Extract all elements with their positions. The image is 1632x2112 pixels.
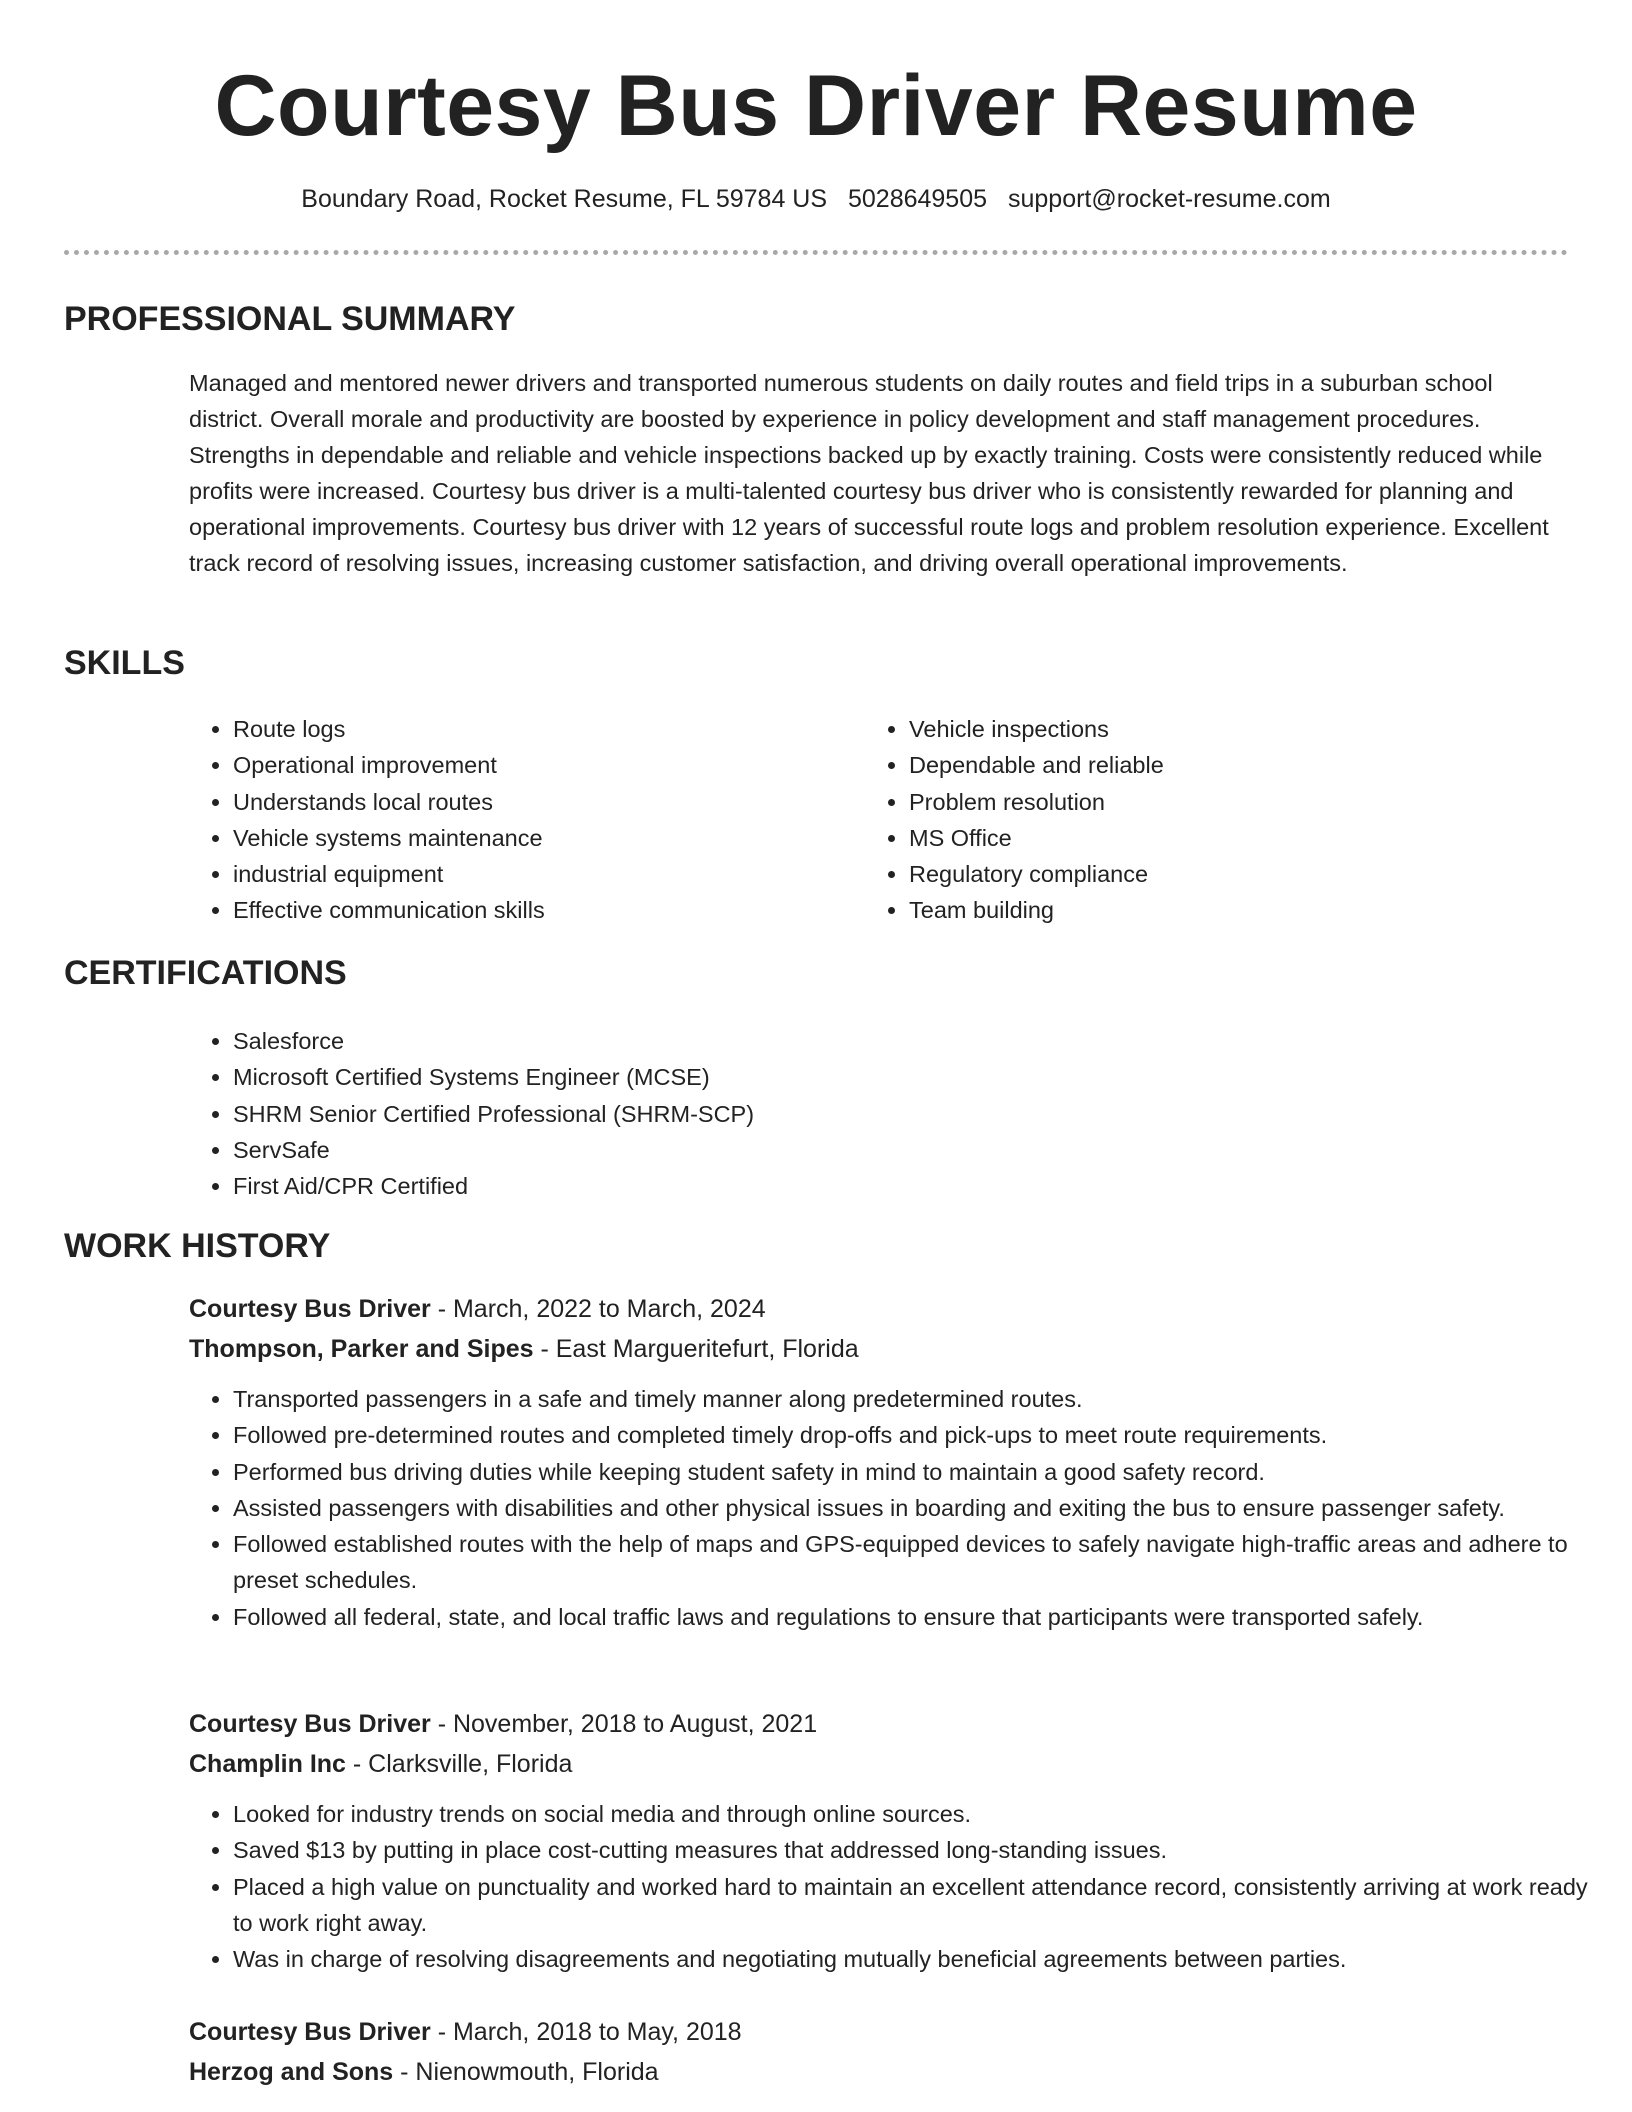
- job-company: Herzog and Sons: [189, 2058, 394, 2086]
- job-bullet: • Looked for industry trends on social media and through online sources.: [233, 1796, 1603, 1832]
- skills-column-left: [189, 711, 545, 929]
- job-bullet: • Assisted passengers with disabilities and other physical issues in boarding and exiting the bus to ensure passenger safety.: [233, 1490, 1603, 1526]
- job-title-line: [189, 2012, 1569, 2052]
- job-entry: [189, 1704, 1588, 1977]
- job-bullets: [189, 1796, 1603, 1977]
- contact-email: support@rocket-resume.com: [1007, 185, 1331, 213]
- job-bullet: • Performed bus driving duties while keeping student safety in mind to maintain a good safety record.: [233, 1454, 1603, 1490]
- job-bullet: • Was in charge of resolving disagreements and negotiating mutually beneficial agreements between parties.: [233, 1941, 1603, 1977]
- summary-text: Managed and mentored newer drivers and transported numerous students on daily routes and field trips in a suburban school district. Overall morale and productivity are boosted by experience in policy development and staff management procedures. Strengths in dependable and reliable and vehicle inspections backed up by exactly training. Costs were consistently reduced while profits were increased. Courtesy bus driver is a multi-talented courtesy bus driver who is consistently rewarded for planning and operational improvements. Courtesy bus driver with 12 years of successful route logs and problem resolution experience. Excellent track record of resolving issues, increasing customer satisfaction, and driving overall operational improvements.: [189, 370, 1549, 576]
- contact-phone: 5028649505: [847, 185, 988, 213]
- job-bullet: • Followed all federal, state, and local traffic laws and regulations to ensure that participants were transported safely.: [233, 1599, 1603, 1635]
- summary-heading: PROFESSIONAL SUMMARY: [64, 300, 516, 338]
- job-bullet: • Transported passengers in a safe and timely manner along predetermined routes.: [233, 1381, 1603, 1417]
- skill-item: • Understands local routes: [233, 784, 545, 820]
- certifications-list: [189, 1023, 754, 1204]
- job-company-line: [189, 1744, 1569, 1784]
- job-bullet: • Saved $13 by putting in place cost-cutting measures that addressed long-standing issues.: [233, 1832, 1603, 1868]
- certification-item: • First Aid/CPR Certified: [233, 1168, 754, 1204]
- skill-item: • industrial equipment: [233, 856, 545, 892]
- job-title: Courtesy Bus Driver: [189, 1295, 431, 1323]
- job-bullet: • Followed established routes with the help of maps and GPS-equipped devices to safely navigate high-traffic areas and adhere to preset schedules.: [233, 1526, 1603, 1599]
- job-location: - East Margueritefurt, Florida: [533, 1335, 859, 1363]
- certifications-heading: CERTIFICATIONS: [64, 954, 347, 992]
- job-title: Courtesy Bus Driver: [189, 1710, 431, 1738]
- certification-item: • SHRM Senior Certified Professional (SHRM-SCP): [233, 1096, 754, 1132]
- job-bullet: • Followed pre-determined routes and completed timely drop-offs and pick-ups to meet route requirements.: [233, 1417, 1603, 1453]
- certification-item: • Microsoft Certified Systems Engineer (MCSE): [233, 1059, 754, 1095]
- job-title-line: [189, 1289, 1569, 1329]
- job-entry: [189, 1289, 1569, 1635]
- job-bullets: [189, 1381, 1603, 1635]
- job-location: - Nienowmouth, Florida: [393, 2058, 659, 2086]
- work-history-heading: WORK HISTORY: [64, 1227, 331, 1265]
- skill-item: • Regulatory compliance: [909, 856, 1164, 892]
- skill-item: • Effective communication skills: [233, 892, 545, 928]
- resume-title: Courtesy Bus Driver Resume: [214, 58, 1418, 154]
- job-dates: - March, 2018 to May, 2018: [430, 2018, 742, 2046]
- skill-item: • Problem resolution: [909, 784, 1164, 820]
- job-title: Courtesy Bus Driver: [189, 2018, 431, 2046]
- header-divider: [64, 250, 1568, 255]
- certification-item: • Salesforce: [233, 1023, 754, 1059]
- certification-item: • ServSafe: [233, 1132, 754, 1168]
- skill-item: • Operational improvement: [233, 747, 545, 783]
- job-dates: - March, 2022 to March, 2024: [430, 1295, 766, 1323]
- job-company: Champlin Inc: [189, 1750, 346, 1778]
- job-entry: [189, 2012, 1569, 2092]
- job-dates: - November, 2018 to August, 2021: [430, 1710, 818, 1738]
- contact-address: Boundary Road, Rocket Resume, FL 59784 US: [301, 185, 828, 213]
- job-company-line: [189, 2052, 1569, 2092]
- job-bullet: • Placed a high value on punctuality and worked hard to maintain an excellent attendance record, consistently arriving at work ready to work right away.: [233, 1869, 1603, 1942]
- job-company-line: [189, 1329, 1569, 1369]
- skill-item: • Vehicle systems maintenance: [233, 820, 545, 856]
- skill-item: • Team building: [909, 892, 1164, 928]
- skills-column-right: [865, 711, 1164, 929]
- job-location: - Clarksville, Florida: [345, 1750, 573, 1778]
- job-company: Thompson, Parker and Sipes: [189, 1335, 534, 1363]
- skill-item: • Route logs: [233, 711, 545, 747]
- skill-item: • Dependable and reliable: [909, 747, 1164, 783]
- job-title-line: [189, 1704, 1569, 1744]
- contact-line: [0, 181, 1632, 217]
- skill-item: • Vehicle inspections: [909, 711, 1164, 747]
- skill-item: • MS Office: [909, 820, 1164, 856]
- skills-heading: SKILLS: [64, 644, 185, 682]
